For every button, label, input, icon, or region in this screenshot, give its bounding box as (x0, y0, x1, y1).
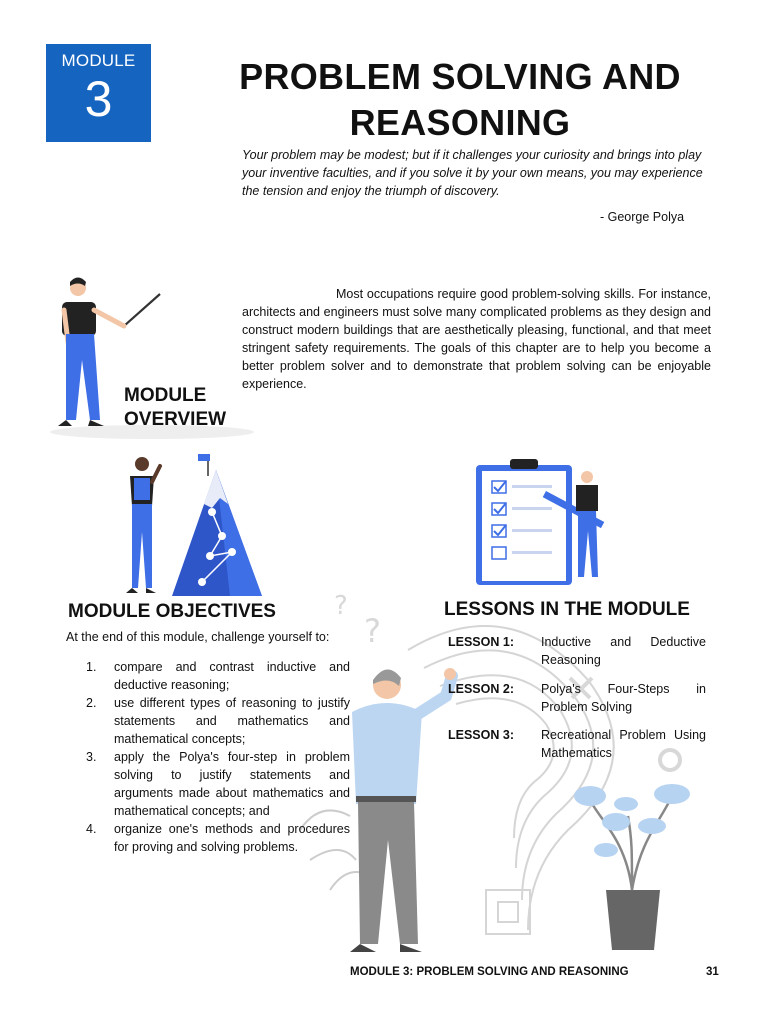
svg-text:?: ? (364, 612, 381, 650)
module-number: 3 (84, 71, 113, 127)
lesson-title: Inductive and Deductive Reasoning (541, 635, 706, 667)
page-title-line1: PROBLEM SOLVING AND (239, 56, 681, 97)
overview-heading-line2: OVERVIEW (124, 409, 227, 430)
module-number-box (46, 44, 151, 142)
checklist-illustration (470, 455, 620, 590)
module-label: MODULE (61, 51, 136, 70)
list-item-number: 4. (86, 822, 97, 836)
list-item-number: 2. (86, 696, 97, 710)
list-item-number: 1. (86, 660, 97, 674)
list-item (86, 694, 350, 748)
lesson-row (448, 726, 706, 762)
overview-heading (124, 384, 226, 432)
footer-text: MODULE 3: PROBLEM SOLVING AND REASONING (350, 966, 629, 978)
page-title (200, 54, 720, 146)
page-number: 31 (706, 966, 719, 978)
mountain-goal-illustration (112, 448, 272, 600)
list-item-number: 3. (86, 750, 97, 764)
lessons-heading: LESSONS IN THE MODULE (444, 599, 690, 620)
overview-paragraph: Most occupations require good problem-solving skills. For instance, architects and engineers must solve many complicated problems as they design and construct modern buildings that are aesthetically pleasing, functional, and that meet stringent safety requirements. The goals of this chapter are to help you become a better problem solver and to demonstrate that problem solving can be enjoyable experience. (242, 287, 711, 391)
epigraph-quote: Your problem may be modest; but if it challenges your curiosity and brings into play your inventive faculties, and if you solve it by your own means, you may experience the tension and enjoy the triumph of discovery. (242, 148, 703, 198)
objectives-list (86, 658, 350, 856)
page-title-line2: REASONING (349, 102, 571, 143)
lesson-label: LESSON 3: (448, 728, 514, 742)
lesson-title: Polya's Four-Steps in Problem Solving (541, 682, 706, 714)
lesson-row (448, 680, 706, 716)
list-item-text: compare and contrast inductive and deductive reasoning; (114, 660, 350, 692)
list-item (86, 820, 350, 856)
overview-heading-line1: MODULE (124, 385, 207, 406)
lesson-title: Recreational Problem Using Mathematics (541, 728, 706, 760)
list-item-text: organize one's methods and procedures for proving and solving problems. (114, 822, 350, 854)
list-item (86, 748, 350, 820)
objectives-intro: At the end of this module, challenge yourself to: (66, 630, 330, 644)
svg-text:?: ? (334, 591, 348, 621)
list-item-text: apply the Polya's four-step in problem solving to justify statements and arguments made about mathematics and mathematical concepts; and (114, 750, 350, 818)
lesson-row (448, 633, 706, 669)
objectives-heading: MODULE OBJECTIVES (68, 601, 276, 622)
lesson-label: LESSON 1: (448, 635, 514, 649)
quote-author: - George Polya (600, 210, 685, 224)
lesson-label: LESSON 2: (448, 682, 514, 696)
list-item-text: use different types of reasoning to justify statements and mathematics and mathematical concepts; (114, 696, 350, 746)
list-item (86, 658, 350, 694)
